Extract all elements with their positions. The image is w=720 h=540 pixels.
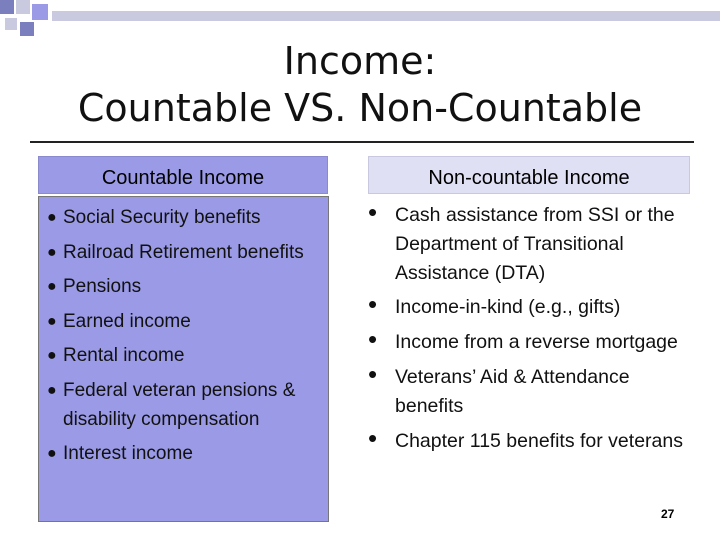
list-item-text: Veterans’ Aid & Attendance benefits [395,365,630,417]
list-item-text: Federal veteran pensions & disability compensation [63,379,296,430]
list-item [368,324,686,357]
list-item [47,239,327,268]
bullet-icon: ● [47,381,57,399]
list-item [47,377,327,434]
list-item [368,289,686,322]
bullet-icon: • [368,324,378,355]
list-item-text: Railroad Retirement benefits [63,241,304,263]
list-item-text: Social Security benefits [63,207,261,228]
bullet-icon: • [368,197,378,227]
bullet-icon: ● [47,278,57,296]
list-item [47,204,327,233]
list-item-text: Pensions [63,276,142,298]
bullet-icon: ● [47,312,57,330]
decorative-top-bar [52,11,720,21]
bullet-icon: ● [47,209,57,226]
countable-income-panel [38,196,329,522]
bullet-icon: ● [47,347,57,365]
noncountable-income-list [368,197,686,461]
noncountable-income-header: Non-countable Income [368,156,690,194]
list-item-text: Earned income [63,310,191,332]
list-item-text: Income-in-kind (e.g., gifts) [395,296,621,319]
list-item [368,422,686,456]
title-underline [30,141,694,143]
decorative-square-dark [20,22,34,36]
list-item [47,308,327,337]
list-item-text: Rental income [63,345,185,367]
list-item-text: Chapter 115 benefits for veterans [395,429,683,452]
list-item-text: Income from a reverse mortgage [395,331,678,354]
list-item-text: Cash assistance from SSI or the Department of Transitional Assistance (DTA) [395,204,675,284]
countable-income-list [47,204,327,475]
slide-title-line-1: Income: [283,39,437,83]
bullet-icon: ● [47,243,57,261]
list-item [47,342,327,371]
bullet-icon: • [368,422,378,453]
list-item [47,273,327,302]
countable-income-header: Countable Income [38,156,328,194]
list-item [368,358,686,421]
decorative-square-light [16,0,30,14]
decorative-square-dark [0,0,14,14]
bullet-icon: ● [47,445,57,463]
decorative-square-medium [32,4,48,20]
slide-title [0,38,720,132]
list-item [47,440,327,469]
bullet-icon: • [368,289,378,320]
list-item-text: Interest income [63,443,193,465]
bullet-icon: • [368,358,378,389]
page-number: 27 [661,507,675,521]
decorative-square-light [5,18,17,30]
slide-title-line-2: Countable VS. Non-Countable [77,86,643,130]
list-item [368,197,686,287]
